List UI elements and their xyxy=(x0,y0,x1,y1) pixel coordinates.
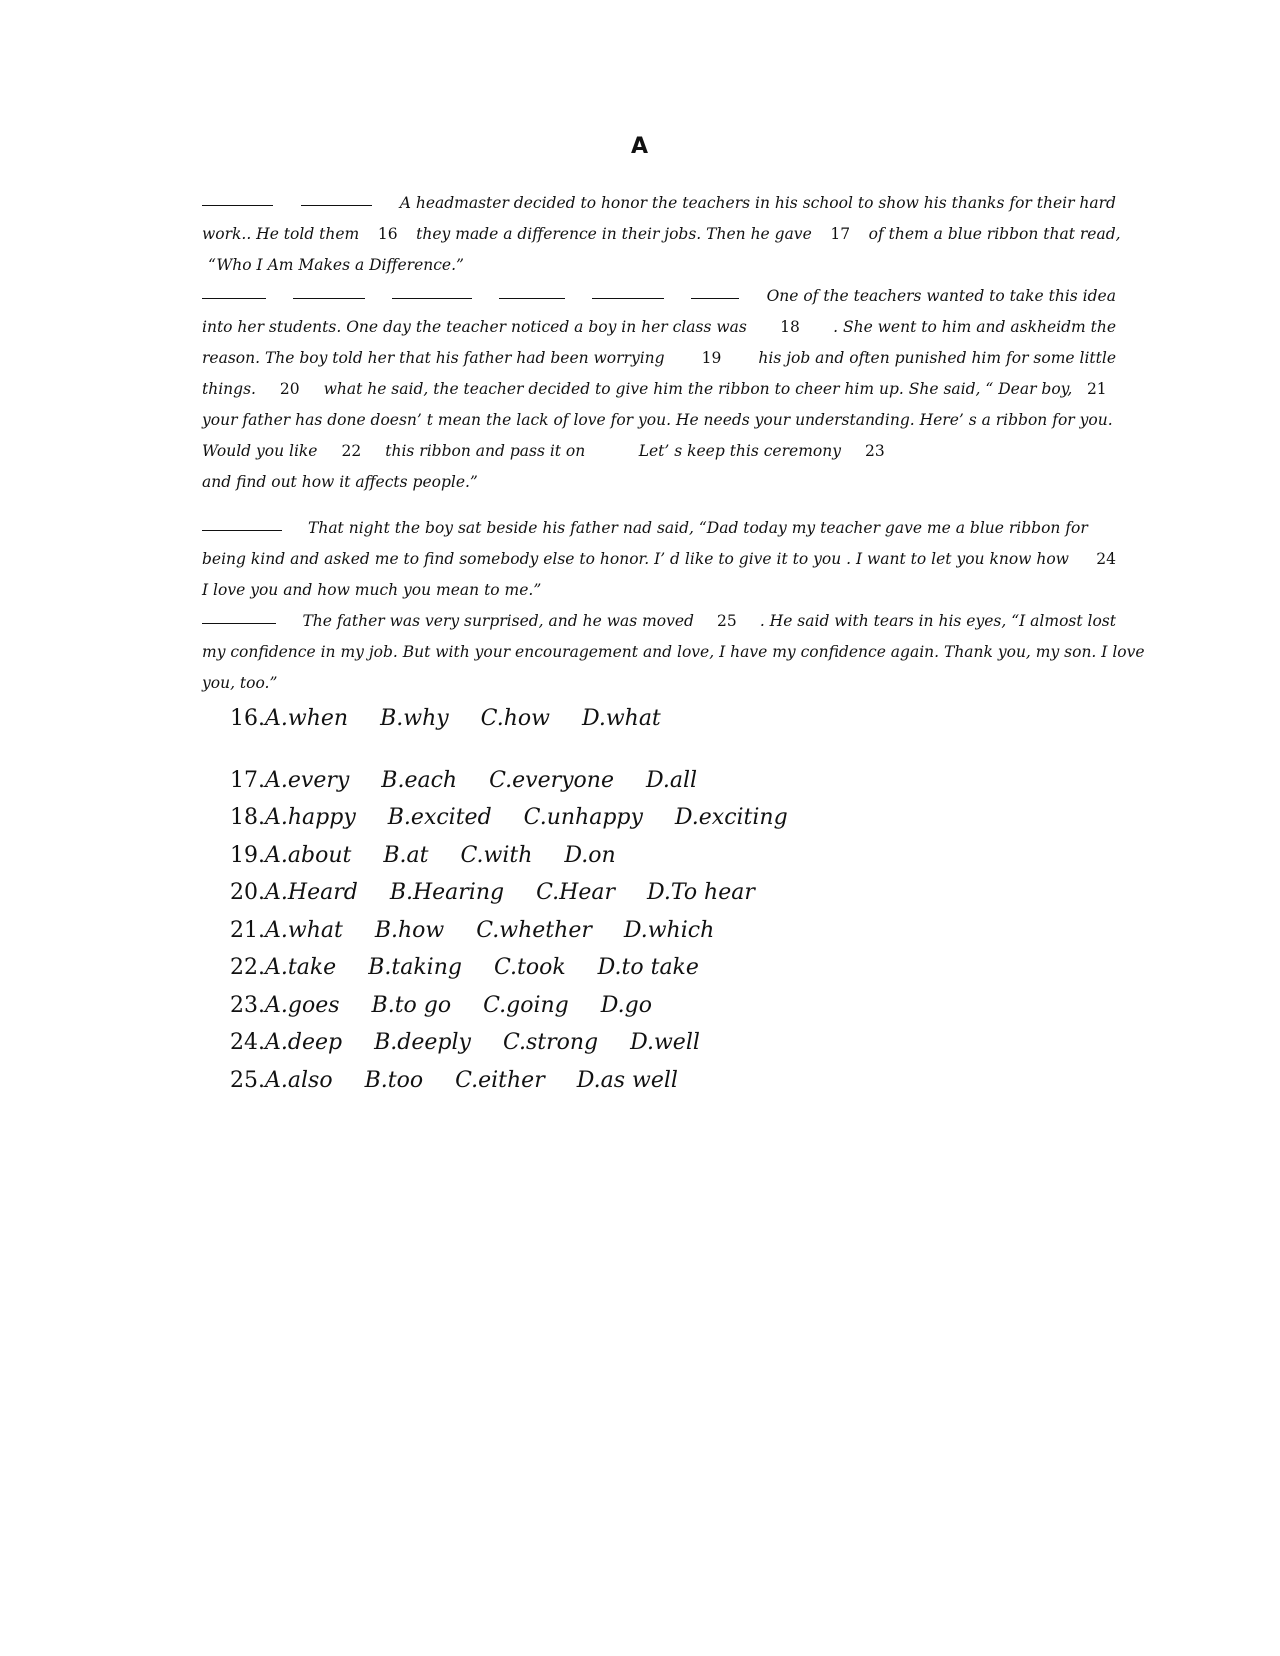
text-span: his job and often punished him for some little xyxy=(758,349,1116,367)
question-item xyxy=(230,700,820,738)
paragraph-line xyxy=(202,312,1116,343)
question-list xyxy=(230,700,820,1099)
paragraph-line xyxy=(202,467,1116,498)
option-a: A.when xyxy=(265,706,349,731)
question-item xyxy=(230,799,820,837)
blank-number: 19 xyxy=(701,349,722,367)
blank-number: 20 xyxy=(279,380,300,398)
question-number: 17. xyxy=(230,767,265,793)
option-d: D.all xyxy=(645,767,698,793)
paragraph-2 xyxy=(202,281,1116,498)
option-c: C.how xyxy=(480,706,550,731)
option-d: D.well xyxy=(630,1030,700,1055)
blank-number: 18 xyxy=(780,318,800,336)
option-b: B.taking xyxy=(368,955,462,980)
text-span: “Who I Am Makes a Difference.” xyxy=(208,256,464,274)
option-a: A.what xyxy=(265,917,343,943)
text-span: reason. The boy told her that his father had been worrying xyxy=(202,349,665,367)
question-number: 16. xyxy=(230,706,265,731)
text-span: . She went to him and askheidm the xyxy=(833,318,1116,336)
option-a: A.happy xyxy=(265,805,356,830)
option-b: B.how xyxy=(374,917,445,943)
paragraph-line xyxy=(202,281,1116,312)
question-item xyxy=(230,1062,820,1100)
option-b: B.why xyxy=(380,706,449,731)
paragraph-4 xyxy=(202,606,1145,699)
option-c: C.with xyxy=(460,842,533,868)
text-span: One of the teachers wanted to take this idea xyxy=(766,287,1116,305)
text-span: I love you and how much you mean to me.” xyxy=(202,581,542,599)
blank-line xyxy=(202,623,276,624)
question-number: 25. xyxy=(230,1067,265,1093)
option-d: D.to take xyxy=(597,955,699,980)
option-a: A.deep xyxy=(265,1030,343,1055)
option-d: D.To hear xyxy=(647,880,755,905)
blank-number: 24 xyxy=(1096,550,1116,568)
text-span: my confidence in my job. But with your encouragement and love, I have my confidence again. Thank you, my son. I love xyxy=(202,643,1145,661)
paragraph-line xyxy=(202,513,1116,544)
text-span: Would you like xyxy=(202,442,318,460)
option-a: A.about xyxy=(265,842,352,868)
blank-number: 16 xyxy=(377,225,398,243)
text-span: what he said, the teacher decided to give him the ribbon to cheer him up. She said, “ Dear boy, xyxy=(323,380,1073,398)
blank-line xyxy=(202,530,282,531)
blank-number: 22 xyxy=(341,442,362,460)
option-a: A.every xyxy=(265,767,350,793)
blank-line xyxy=(301,205,372,206)
page-title: A xyxy=(630,134,650,159)
question-item xyxy=(230,762,820,800)
blank-line xyxy=(392,298,472,299)
question-number: 23. xyxy=(230,992,265,1018)
blank-number: 25 xyxy=(717,612,737,630)
paragraph-line xyxy=(202,575,1116,606)
text-span: work.. He told them xyxy=(202,225,360,243)
option-d: D.which xyxy=(623,917,715,943)
question-item xyxy=(230,949,820,987)
paragraph-line xyxy=(202,219,1121,250)
question-number: 21. xyxy=(230,917,265,943)
paragraph-line xyxy=(202,405,1116,436)
text-span: of them a blue ribbon that read, xyxy=(868,225,1121,243)
option-b: B.Hearing xyxy=(389,880,505,905)
paragraph-line xyxy=(202,343,1116,374)
question-item xyxy=(230,837,820,875)
text-span: The father was very surprised, and he was moved xyxy=(302,612,694,630)
option-c: C.strong xyxy=(502,1030,599,1055)
option-c: C.whether xyxy=(476,917,592,943)
question-number: 19. xyxy=(230,842,265,868)
paragraph-line xyxy=(202,637,1145,668)
option-d: D.go xyxy=(600,992,652,1018)
text-span: into her students. One day the teacher noticed a boy in her class was xyxy=(202,318,747,336)
blank-number: 23 xyxy=(864,442,885,460)
text-span: they made a difference in their jobs. Then he gave xyxy=(416,225,812,243)
option-a: A.goes xyxy=(265,992,340,1018)
blank-line xyxy=(293,298,365,299)
question-number: 24. xyxy=(230,1030,265,1055)
blank-line xyxy=(592,298,664,299)
option-c: C.going xyxy=(483,992,569,1018)
paragraph-line xyxy=(202,374,1116,405)
option-d: D.exciting xyxy=(674,805,788,830)
blank-line xyxy=(202,298,266,299)
paragraph-line xyxy=(202,188,1116,219)
option-b: B.too xyxy=(364,1067,424,1093)
paragraph-3 xyxy=(202,513,1116,606)
option-a: A.Heard xyxy=(265,880,358,905)
paragraph-line xyxy=(202,668,1116,699)
option-c: C.everyone xyxy=(489,767,614,793)
text-span: A headmaster decided to honor the teachers in his school to show his thanks for their hard xyxy=(399,194,1116,212)
blank-line xyxy=(691,298,739,299)
option-c: C.Hear xyxy=(536,880,615,905)
text-span: Let’ s keep this ceremony xyxy=(638,442,841,460)
text-span: and find out how it affects people.” xyxy=(202,473,478,491)
text-span: you, too.” xyxy=(202,674,278,692)
question-item xyxy=(230,912,820,950)
blank-line xyxy=(499,298,565,299)
option-c: C.unhappy xyxy=(523,805,643,830)
option-c: C.either xyxy=(455,1067,545,1093)
option-a: A.take xyxy=(265,955,337,980)
question-item xyxy=(230,987,820,1025)
option-b: B.to go xyxy=(371,992,452,1018)
option-c: C.took xyxy=(493,955,566,980)
option-d: D.what xyxy=(581,706,661,731)
paragraph-line xyxy=(202,436,1116,467)
question-number: 20. xyxy=(230,880,265,905)
option-b: B.excited xyxy=(387,805,492,830)
paragraph-line xyxy=(202,250,1116,281)
option-d: D.as well xyxy=(576,1067,678,1093)
option-b: B.at xyxy=(383,842,429,868)
option-b: B.each xyxy=(381,767,458,793)
text-span: things. xyxy=(202,380,256,398)
question-item xyxy=(230,1024,820,1062)
text-span: being kind and asked me to find somebody else to honor. I’ d like to give it to you . I want to let you know how xyxy=(202,550,1069,568)
option-a: A.also xyxy=(265,1067,333,1093)
text-span: That night the boy sat beside his father nad said, “Dad today my teacher gave me a blue ribbon for xyxy=(308,519,1088,537)
blank-line xyxy=(202,205,273,206)
paragraph-line xyxy=(202,544,1116,575)
paragraph-1 xyxy=(202,188,1121,281)
text-span: this ribbon and pass it on xyxy=(385,442,586,460)
question-number: 18. xyxy=(230,805,265,830)
text-span: . He said with tears in his eyes, “I almost lost xyxy=(759,612,1116,630)
question-number: 22. xyxy=(230,955,265,980)
text-span: your father has done doesn’ t mean the lack of love for you. He needs your understanding. Here’ s a ribbon for you. xyxy=(202,411,1113,429)
option-b: B.deeply xyxy=(374,1030,471,1055)
blank-number: 21 xyxy=(1086,380,1107,398)
question-item xyxy=(230,874,820,912)
blank-number: 17 xyxy=(830,225,851,243)
option-d: D.on xyxy=(564,842,616,868)
paragraph-line xyxy=(202,606,1116,637)
